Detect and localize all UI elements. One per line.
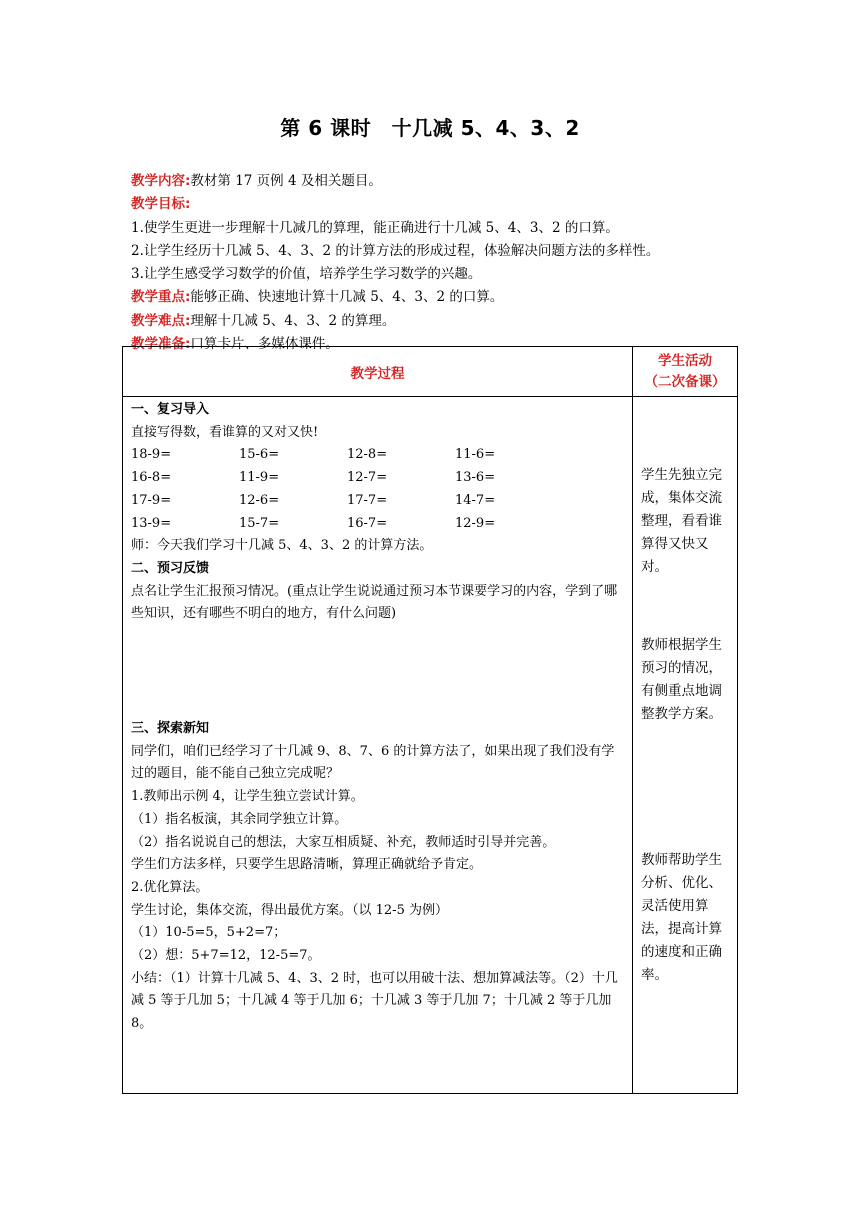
exercise-item: 18-9= xyxy=(131,447,172,463)
goal-item: 3.让学生感受学习数学的价值，培养学生学习数学的兴趣。 xyxy=(131,266,482,283)
header-activity-line2: （二次备课） xyxy=(644,373,726,390)
step-line: （1）指名板演，其余同学独立计算。 xyxy=(131,811,348,827)
method-line: （1）10-5=5，5+2=7； xyxy=(131,925,287,941)
discuss-line: 学生讨论，集体交流，得出最优方案。（以 12-5 为例） xyxy=(131,902,448,918)
method-line: （2）想：5+7=12，12-5=7。 xyxy=(131,948,321,964)
exercise-item: 15-6= xyxy=(239,447,280,463)
goals-label: 教学目标: xyxy=(131,196,191,213)
exercise-item: 14-7= xyxy=(455,492,496,508)
key-row xyxy=(131,286,751,309)
header-process: 教学过程 xyxy=(123,347,633,397)
affirm-line: 学生们方法多样，只要学生思路清晰，算理正确就给予肯定。 xyxy=(131,857,483,873)
table-header-row xyxy=(123,347,738,397)
difficulty-label: 教学难点: xyxy=(131,312,191,329)
prep-text: 口算卡片、多媒体课件。 xyxy=(190,336,339,353)
section-heading: 三、探索新知 xyxy=(131,721,210,737)
lesson-plan-table xyxy=(122,346,738,1094)
difficulty-text: 理解十几减 5、4、3、2 的算理。 xyxy=(190,312,396,329)
goal-item: 2.让学生经历十几减 5、4、3、2 的计算方法的形成过程，体验解决问题方法的多样性。 xyxy=(131,242,660,259)
prep-label: 教学准备: xyxy=(131,336,191,353)
exercise-item: 11-6= xyxy=(455,447,496,463)
exercise-item: 16-7= xyxy=(347,515,388,531)
exercise-row xyxy=(131,444,624,467)
exercise-item: 13-9= xyxy=(131,515,172,531)
section-heading: 二、预习反馈 xyxy=(131,560,210,576)
exercise-item: 12-6= xyxy=(239,492,280,508)
difficulty-row xyxy=(131,310,751,333)
explore-intro: 同学们，咱们已经学习了十几减 9、8、7、6 的计算方法了，如果出现了我们没有学过的题目，能不能自己独立完成呢？ xyxy=(131,743,615,782)
lesson-title: 第 6 课时 十几减 5、4、3、2 xyxy=(280,116,580,140)
key-text: 能够正确、快速地计算十几减 5、4、3、2 的口算。 xyxy=(190,289,504,306)
activity-note: 教师根据学生预习的情况，有侧重点地调整教学方案。 xyxy=(641,637,722,722)
header-activity xyxy=(633,347,738,397)
exercise-item: 15-7= xyxy=(239,515,280,531)
activity-cell xyxy=(633,397,738,1094)
exercise-row xyxy=(131,513,624,536)
activity-note: 教师帮助学生分析、优化、灵活使用算法，提高计算的速度和正确率。 xyxy=(641,852,722,983)
exercise-item: 17-9= xyxy=(131,492,172,508)
section-heading: 一、复习导入 xyxy=(131,402,210,417)
exercise-item: 13-6= xyxy=(455,470,496,486)
exercise-item: 16-8= xyxy=(131,470,172,486)
exercise-item: 12-9= xyxy=(455,515,496,531)
step-line: （2）指名说说自己的想法，大家互相质疑、补充，教师适时引导并完善。 xyxy=(131,834,556,850)
exercise-row xyxy=(131,490,624,513)
exercise-item: 11-9= xyxy=(239,470,280,486)
step-line: 2.优化算法。 xyxy=(131,879,209,895)
header-activity-line1: 学生活动 xyxy=(658,352,712,369)
goal-item: 1.使学生更进一步理解十几减几的算理，能正确进行十几减 5、4、3、2 的口算。 xyxy=(131,219,619,236)
lesson-meta xyxy=(131,170,751,356)
exercise-item: 12-7= xyxy=(347,470,388,486)
summary-text: 小结：（1）计算十几减 5、4、3、2 时，也可以用破十法、想加算减法等。（2）十几减 5 等于几加 5；十几减 4 等于几加 6；十几减 3 等于几加 7；十几减 2 等于几加 8。 xyxy=(131,970,618,1032)
content-label: 教学内容: xyxy=(131,173,191,189)
preview-text: 点名让学生汇报预习情况。(重点让学生说说通过预习本节课要学习的内容，学到了哪些知识，还有哪些不明白的地方，有什么问题) xyxy=(131,583,618,622)
teacher-line: 师：今天我们学习十几减 5、4、3、2 的计算方法。 xyxy=(131,538,433,554)
activity-note: 学生先独立完成，集体交流整理，看看谁算得又快又对。 xyxy=(641,467,722,575)
exercise-item: 12-8= xyxy=(347,447,388,463)
content-text: 教材第 17 页例 4 及相关题目。 xyxy=(190,173,382,189)
review-intro: 直接写得数，看谁算的又对又快! xyxy=(131,424,319,440)
content-row xyxy=(131,170,751,193)
exercise-item: 17-7= xyxy=(347,492,388,508)
exercise-row xyxy=(131,467,624,490)
step-line: 1.教师出示例 4，让学生独立尝试计算。 xyxy=(131,789,364,805)
goals-row xyxy=(131,193,751,216)
table-body-row xyxy=(123,397,738,1094)
key-label: 教学重点: xyxy=(131,289,191,306)
process-cell xyxy=(123,397,633,1094)
